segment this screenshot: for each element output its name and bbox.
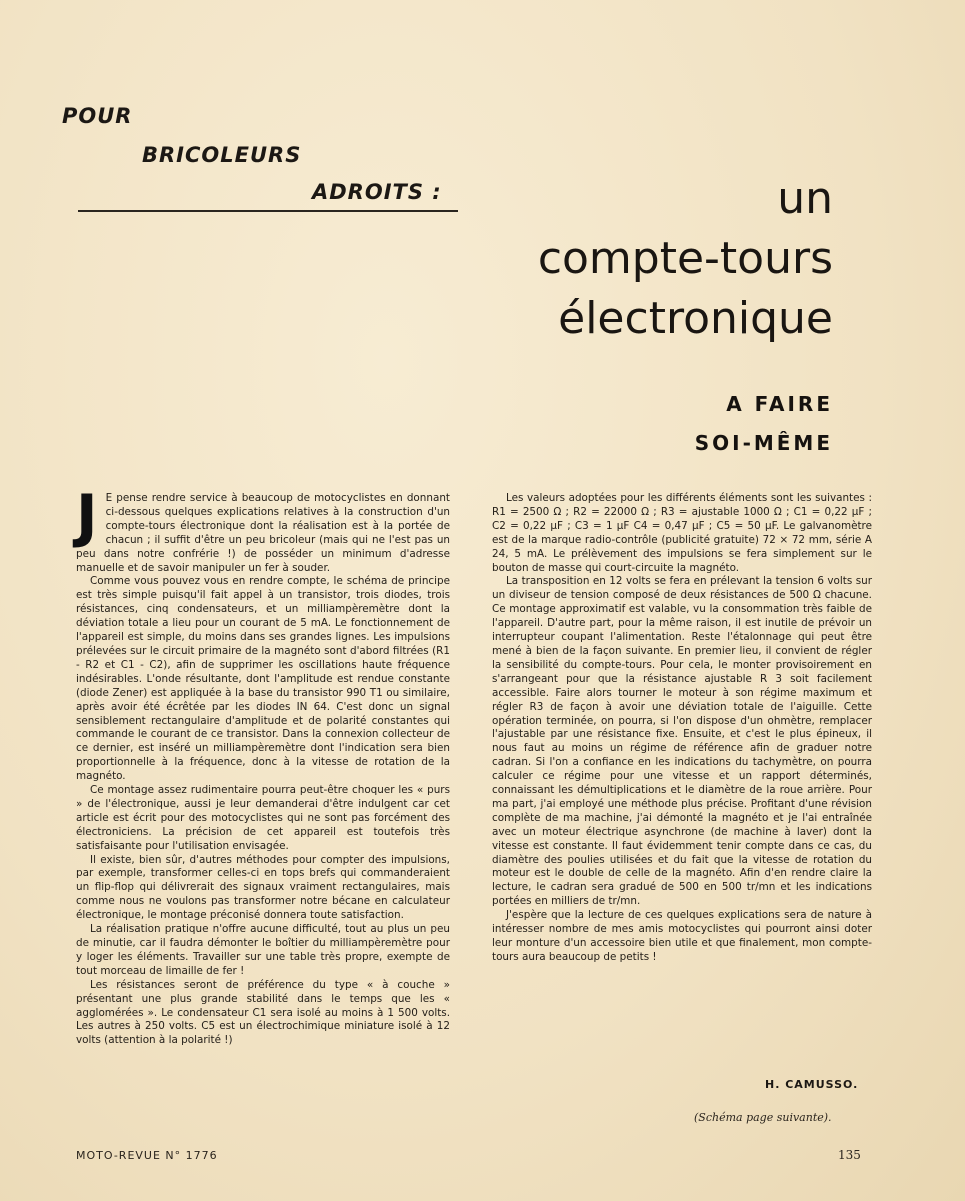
title-line-2: compte-tours	[537, 233, 833, 284]
paragraph: Ce montage assez rudimentaire pourra peut-être choquer les « purs » de l'électronique, aussi je leur demanderai d'être indulgent car cet article est écrit pour des motocyclistes qui ne sont pas forcément des électroniciens. La précision de cet appareil est toutefois très satisfaisante pour l'utilisation envisagée.	[76, 784, 450, 852]
kicker-line-1: POUR	[62, 104, 133, 128]
paragraph: Comme vous pouvez vous en rendre compte, le schéma de principe est très simple puisqu'il fait appel à un transistor, trois diodes, trois résistances, cinq condensateurs, et un milliampèremètre dont la déviation totale a lieu pour un courant de 5 mA. Le fonctionnement de l'appareil est simple, du moins dans ses grandes lignes. Les impulsions prélevées sur le circuit primaire de la magnéto sont d'abord filtrées (R1 - R2 et C1 - C2), afin de supprimer les oscillations haute fréquence indésirables. L'onde résultante, dont l'amplitude est rendue constante (diode Zener) est appliquée à la base du transistor 990 T1 ou similaire, après avoir été écrêtée par les diodes IN 64. C'est donc un signal sensiblement rectangulaire d'amplitude et de polarité constantes qui commande le courant de ce transistor. Dans la connexion collecteur de ce dernier, est inséré un milliampèremètre dont l'indication sera bien proportionnelle à la fréquence, donc à la vitesse de rotation de la magnéto.	[76, 575, 450, 783]
kicker-line-2: BRICOLEURS	[142, 143, 302, 167]
paragraph: La transposition en 12 volts se fera en prélevant la tension 6 volts sur un diviseur de tension composé de deux résistances de 500 Ω chacune. Ce montage approximatif est valable, vu la consommation très faible de l'appareil. D'autre part, pour la même raison, il est inutile de prévoir un interrupteur coupant l'alimentation. Reste l'étalonnage qui peut être mené à bien de la façon suivante. En premier lieu, il convient de régler la sensibilité du compte-tours. Pour cela, le monter provisoirement en s'arrangeant pour que la résistance ajustable R 3 soit facilement accessible. Faire alors tourner le moteur à son régime maximum et régler R3 de façon à avoir une déviation totale de l'aiguille. Cette opération terminée, on pourra, si l'on dispose d'un ohmètre, remplacer l'ajustable par une résistance fixe. Ensuite, et c'est le plus épineux, il nous faut au moins un régime de référence afin de graduer notre cadran. Si l'on a confiance en les indications du tachymètre, on pourra calculer ce régime pour une vitesse et un rapport déterminés, connaissant les démultiplications et le diamètre de la roue arrière. Pour ma part, j'ai employé une méthode plus précise. Profitant d'une révision complète de ma machine, j'ai démonté la magnéto et je l'ai entraînée avec un moteur électrique asynchrone (de machine à laver) dont la vitesse est constante. Il faut évidemment tenir compte dans ce cas, du diamètre des poulies utilisées et du fait que la vitesse de rotation du moteur est le double de celle de la magnéto. Afin d'en rendre claire la lecture, le cadran sera gradué de 500 en 500 tr/mn et les indications portées en milliers de tr/mn.	[492, 575, 872, 908]
schema-note: (Schéma page suivante).	[694, 1111, 832, 1124]
page-number: 135	[838, 1148, 861, 1162]
paragraph: Il existe, bien sûr, d'autres méthodes pour compter des impulsions, par exemple, transformer celles-ci en tops brefs qui commanderaient un flip-flop qui délivrerait des signaux vraiment rectangulaires, mais comme nous ne voulons pas transformer notre bécane en calculateur électronique, le montage préconisé donnera toute satisfaction.	[76, 853, 450, 922]
paragraph: Les valeurs adoptées pour les différents éléments sont les suivantes : R1 = 2500 Ω ; R2 = 22000 Ω ; R3 = ajustable 1000 Ω ; C1 = 0,22 µF ; C2 = 0,22 µF ; C3 = 1 µF C4 = 0,47 µF ; C5 = 50 µF. Le galvanomètre est de la marque radio-contrôle (publicité gratuite) 72 × 72 mm, série A 24, 5 mA. Le prélèvement des impulsions se fera simplement sur le bouton de masse qui court-circuite la magnéto.	[492, 492, 872, 574]
subtitle-line-2: SOI-MÊME	[694, 431, 833, 455]
author-signature: H. CAMUSSO.	[765, 1078, 859, 1091]
paragraph-text: E pense rendre service à beaucoup de motocyclistes en donnant ci-dessous quelques explications relatives à la construction d'un compte-tours électronique dont la réalisation est à la portée de chacun ; il suffit d'être un peu bricoleur (mais qui ne l'est pas un peu dans notre confrérie !) de posséder un minimum d'adresse manuelle et de savoir manipuler un fer à souder.	[76, 492, 450, 574]
paragraph: Les résistances seront de préférence du type « à couche » présentant une plus grande stabilité dans le temps que les « agglomérées ». Le condensateur C1 sera isolé au moins à 1 500 volts. Les autres à 250 volts. C5 est un électrochimique miniature isolé à 12 volts (attention à la polarité !)	[76, 978, 450, 1047]
subtitle-line-1: A FAIRE	[726, 392, 833, 416]
magazine-footer: MOTO-REVUE N° 1776	[76, 1149, 218, 1162]
paragraph: La réalisation pratique n'offre aucune difficulté, tout au plus un peu de minutie, car il faudra démonter le boîtier du milliampèremètre pour y loger les éléments. Travailler sur une table très propre, exempte de tout morceau de limaille de fer !	[76, 923, 450, 977]
article-column-left	[76, 482, 450, 1048]
article-column-right	[492, 492, 872, 965]
paragraph: J'espère que la lecture de ces quelques explications sera de nature à intéresser nombre de mes amis motocyclistes qui pourront ainsi doter leur monture d'un accessoire bien utile et que finalement, mon compte-tours aura beaucoup de petits !	[492, 909, 872, 963]
title-line-3: électronique	[558, 293, 833, 344]
title-line-1: un	[777, 173, 833, 224]
drop-cap: J	[76, 482, 98, 550]
kicker-line-3: ADROITS :	[312, 180, 442, 204]
kicker-underline	[78, 210, 458, 212]
paragraph	[76, 482, 450, 575]
